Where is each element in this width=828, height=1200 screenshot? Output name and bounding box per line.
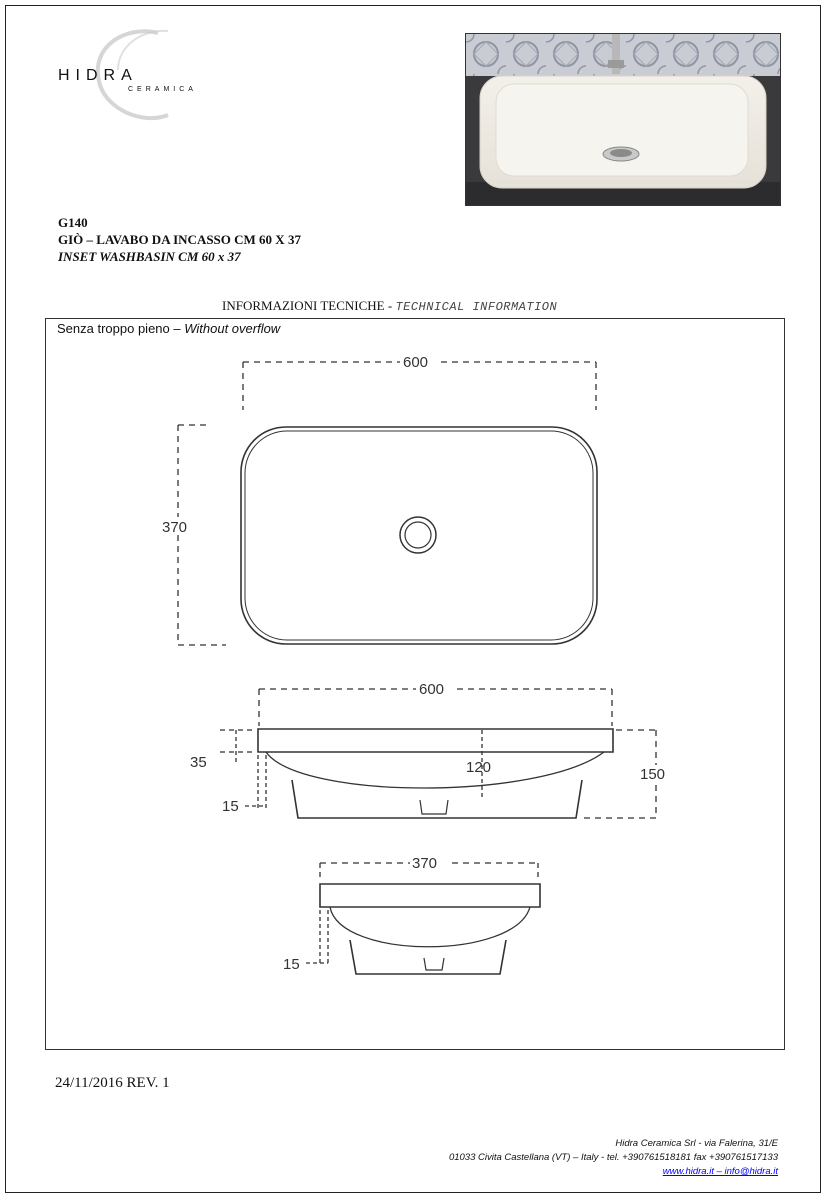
- company-footer: [449, 1137, 778, 1179]
- basin-top-inner: [245, 431, 593, 640]
- inner-depth-label: 120: [466, 759, 492, 776]
- top-width-label: 600: [403, 354, 429, 371]
- front-width-label: 600: [419, 681, 445, 698]
- logo-subtitle: CERAMICA: [128, 86, 197, 93]
- basin-side-rim: [320, 884, 540, 907]
- basin-side-drain: [424, 958, 444, 970]
- basin-top-outline: [241, 427, 597, 644]
- overflow-note-italian: Senza troppo pieno –: [57, 321, 185, 336]
- overflow-note-english: Without overflow: [184, 321, 281, 336]
- height-label: 150: [640, 766, 666, 783]
- basin-side-bowl: [330, 907, 530, 947]
- basin-front-drain: [420, 800, 448, 814]
- foot-front-label: 15: [222, 798, 239, 815]
- basin-front-bowl: [266, 752, 604, 788]
- product-code: G140: [58, 215, 88, 230]
- basin-front-foot: [292, 780, 582, 818]
- basin-front-rim: [258, 729, 613, 752]
- revision-date: 24/11/2016 REV. 1: [55, 1075, 170, 1091]
- logo-word: HIDRA: [58, 67, 138, 84]
- footer-links[interactable]: www.hidra.it – info@hidra.it: [662, 1166, 778, 1177]
- footer-address: Hidra Ceramica Srl - via Falerina, 31/E: [615, 1138, 778, 1149]
- product-title-english: INSET WASHBASIN CM 60 x 37: [58, 249, 241, 264]
- technical-info-italian: INFORMAZIONI TECNICHE -: [222, 298, 396, 313]
- technical-info-english: TECHNICAL INFORMATION: [395, 300, 558, 314]
- footer-contacts: 01033 Civita Castellana (VT) – Italy - tel. +390761518181 fax +390761517133: [448, 1152, 778, 1163]
- basin-side-foot: [350, 940, 506, 974]
- product-title-italian: GIÒ – LAVABO DA INCASSO CM 60 X 37: [58, 232, 301, 247]
- drain-inner-icon: [405, 522, 431, 548]
- side-width-label: 370: [412, 855, 438, 872]
- top-depth-label: 370: [162, 519, 188, 536]
- rim-label: 35: [190, 754, 207, 771]
- foot-side-label: 15: [283, 956, 300, 973]
